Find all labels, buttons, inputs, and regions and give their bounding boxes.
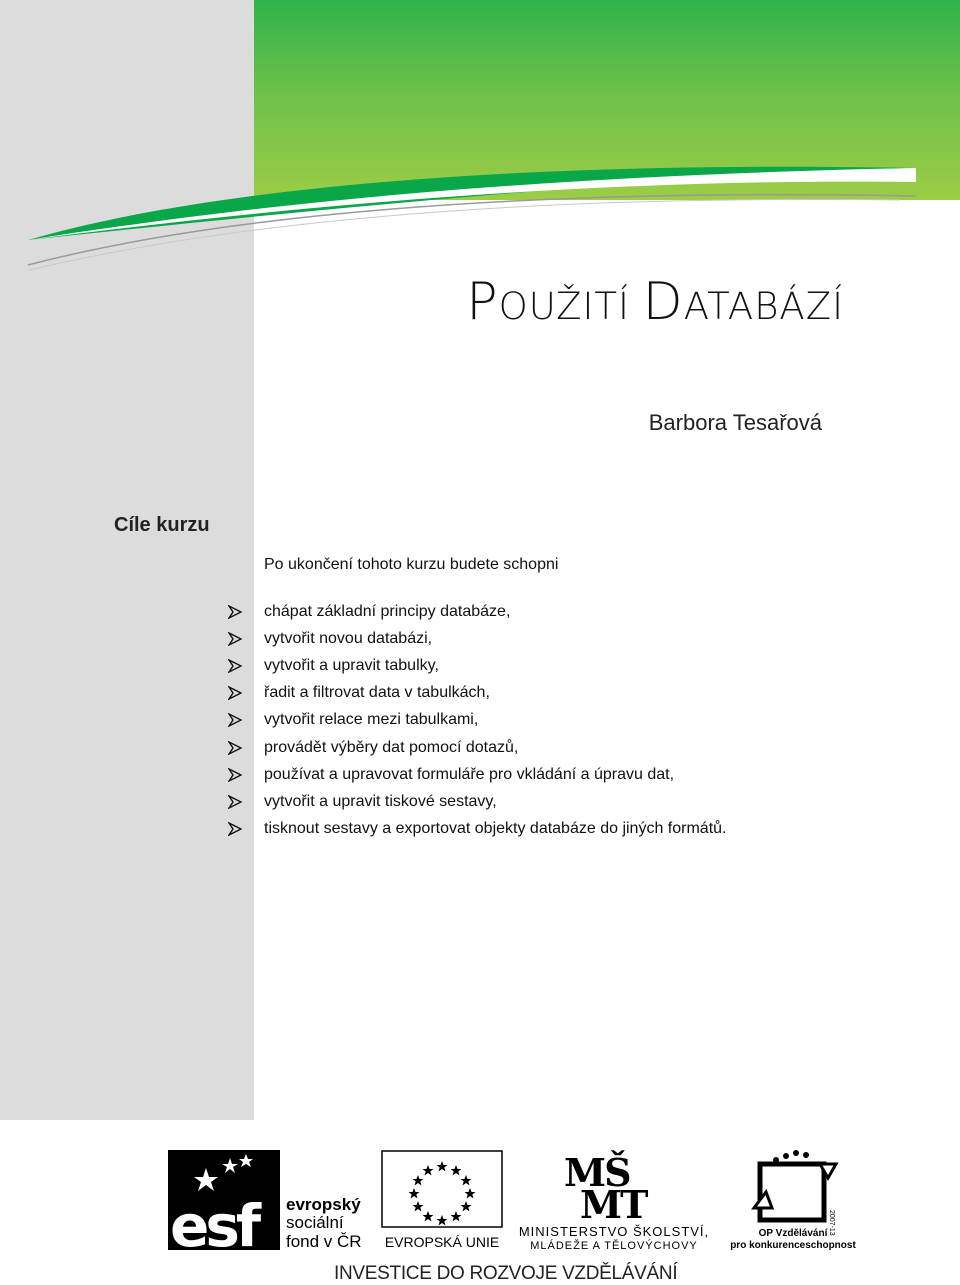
list-item-text: vytvořit novou databázi, (264, 629, 433, 647)
list-item (228, 788, 726, 815)
msmt-line2: MLÁDEŽE A TĚLOVÝCHOVY (530, 1240, 698, 1250)
title-initial-1: P (466, 272, 499, 332)
esf-line3: fond v ČR (286, 1232, 362, 1250)
msmt-line1: MINISTERSTVO ŠKOLSTVÍ, (518, 1224, 710, 1239)
list-item (228, 598, 726, 625)
list-item (228, 625, 726, 652)
esf-line1: evropský (286, 1195, 361, 1214)
op-line2: pro konkurenceschopnost (730, 1240, 856, 1250)
list-item (228, 761, 726, 788)
goals-heading: Cíle kurzu (114, 514, 210, 536)
list-item-text: používat a upravovat formuláře pro vkládání a úpravu dat, (264, 765, 675, 783)
msmt-mark2: MT (580, 1182, 647, 1227)
esf-line2: sociální (286, 1213, 344, 1232)
arrow-bullet-icon (228, 713, 264, 727)
list-item (228, 652, 726, 679)
op-line1: OP Vzdělávání (758, 1228, 828, 1239)
op-vzdelavani-logo (726, 1150, 860, 1250)
goals-intro: Po ukončení tohoto kurzu budete schopni (264, 556, 559, 573)
arrow-bullet-icon (228, 795, 264, 809)
title-rest-2: ATABÁZÍ (683, 285, 844, 328)
arrow-bullet-icon (228, 741, 264, 755)
esf-mark: esf (170, 1192, 258, 1250)
eu-label: EVROPSKÁ UNIE (384, 1234, 500, 1250)
list-item-text: provádět výběry dat pomocí dotazů, (264, 738, 519, 756)
list-item-text: chápat základní principy databáze, (264, 602, 511, 620)
title-rest-1: OUŽITÍ (498, 285, 643, 328)
arrow-bullet-icon (228, 822, 264, 836)
list-item (228, 816, 726, 843)
document-title (466, 272, 844, 332)
goals-list (228, 598, 726, 843)
title-initial-2: D (642, 272, 684, 332)
msmt-logo (512, 1150, 717, 1250)
op-years: 2007-13 (828, 1210, 835, 1236)
msmt-mark1: MŠ (564, 1150, 630, 1195)
list-item-text: řadit a filtrovat data v tabulkách, (264, 684, 490, 702)
list-item-text: vytvořit a upravit tiskové sestavy, (264, 792, 497, 810)
list-item-text: vytvořit relace mezi tabulkami, (264, 711, 479, 729)
arrow-bullet-icon (228, 632, 264, 646)
list-item (228, 680, 726, 707)
list-item-text: vytvořit a upravit tabulky, (264, 656, 439, 674)
arrow-bullet-icon (228, 686, 264, 700)
author-name: Barbora Tesařová (648, 410, 822, 435)
list-item-text: tisknout sestavy a exportovat objekty databáze do jiných formátů. (264, 820, 727, 838)
arrow-bullet-icon (228, 659, 264, 673)
esf-logo (168, 1150, 373, 1250)
list-item (228, 734, 726, 761)
green-swoosh-graphic (0, 0, 960, 290)
arrow-bullet-icon (228, 768, 264, 782)
footer-tagline: INVESTICE DO ROZVOJE VZDĚLÁVÁNÍ (334, 1263, 678, 1284)
eu-flag-logo (381, 1150, 503, 1250)
arrow-bullet-icon (228, 605, 264, 619)
list-item (228, 707, 726, 734)
